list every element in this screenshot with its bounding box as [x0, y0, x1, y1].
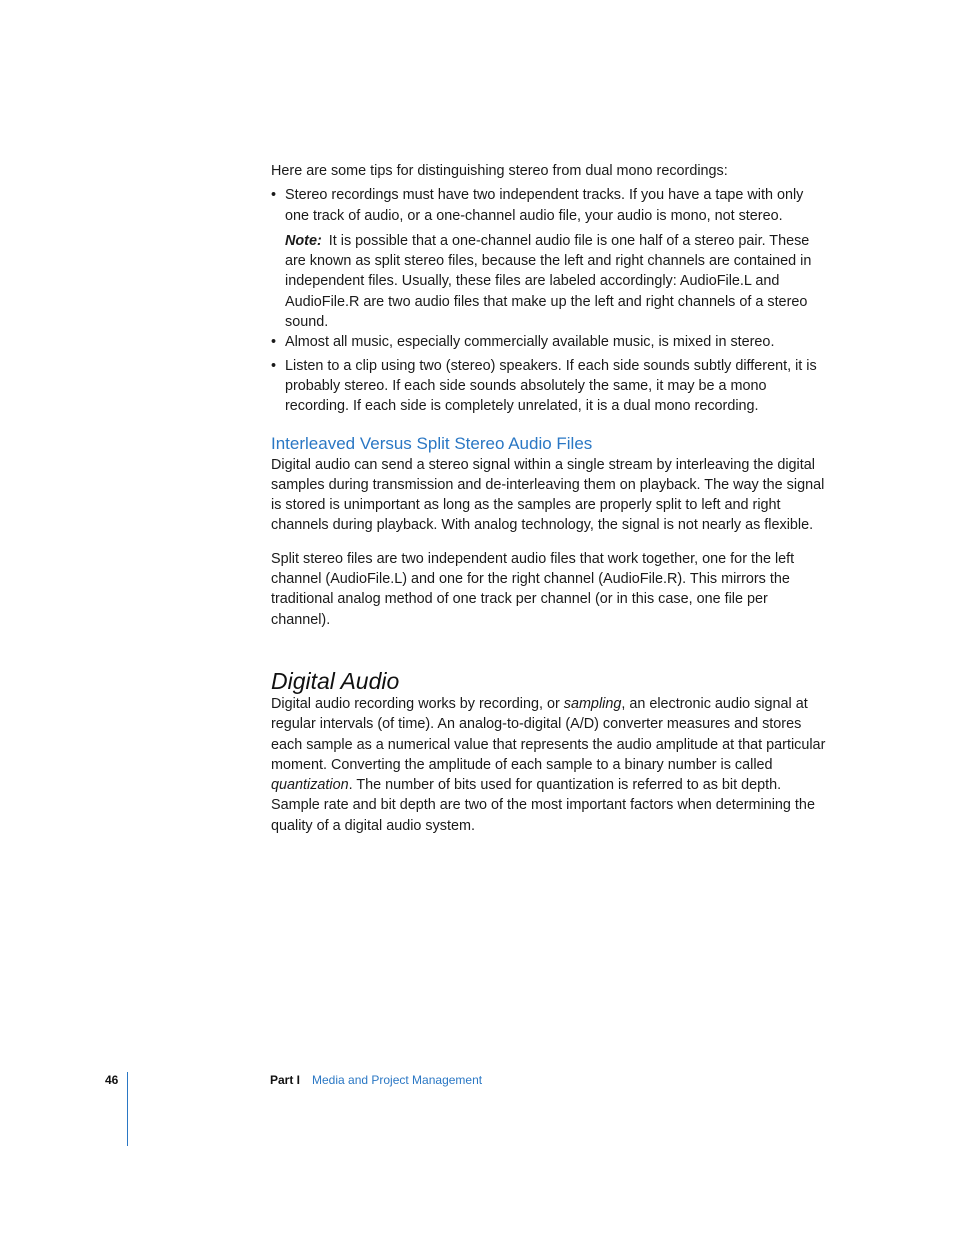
- digital-audio-text-a: Digital audio recording works by recording, or: [271, 695, 564, 712]
- note-label: Note:: [285, 232, 322, 249]
- term-sampling: sampling: [563, 695, 622, 712]
- page-number: 46: [105, 1073, 119, 1087]
- digital-audio-text-b: , an electronic audio signal at regular intervals (of time). An analog-to-digital (A/D) converter measures and stores each sample as a numerical value that represents the audio amplitude at that particular moment. Converting the amplitude of each sample to a binary number is called: [271, 695, 826, 773]
- list-item: [271, 332, 827, 352]
- list-item-text: Listen to a clip using two (stereo) speakers. If each side sounds subtly different, it is probably stereo. If each side sounds absolutely the same, it may be a mono recording. If each side is completely unrelated, it is a dual mono recording.: [285, 357, 817, 415]
- tips-list-continued: [271, 332, 827, 416]
- section-heading-digital-audio: Digital Audio: [271, 667, 400, 694]
- tips-list: [271, 185, 827, 226]
- intro-paragraph: Here are some tips for distinguishing stereo from dual mono recordings:: [271, 163, 728, 179]
- list-item-text: Stereo recordings must have two independent tracks. If you have a tape with only one track of audio, or a one-channel audio file, your audio is mono, not stereo.: [285, 187, 804, 224]
- list-item: [271, 356, 827, 417]
- list-item: [271, 185, 827, 226]
- list-item-text: Almost all music, especially commercially available music, is mixed in stereo.: [285, 334, 775, 351]
- term-quantization: quantization: [271, 777, 349, 794]
- part-title-link[interactable]: Media and Project Management: [312, 1073, 483, 1087]
- page-footer: [0, 1073, 954, 1093]
- note-text: It is possible that a one-channel audio file is one half of a stereo pair. These are known as split stereo files, because the left and right channels are contained in independent files. Usually, these files are labeled accordingly: AudioFile.L and AudioFile.R are two audio files that make up the left and right channels of a stereo sound.: [285, 232, 812, 331]
- interleaved-paragraph-1: Digital audio can send a stereo signal within a single stream by interleaving the digital samples during transmission and de-interleaving them on playback. The way the signal is stored is unimportant as long as the samples are properly split to left and right channels during playback. With analog technology, the signal is not nearly as flexible.: [271, 456, 825, 534]
- part-label: Part I: [270, 1073, 301, 1087]
- interleaved-paragraph-2: Split stereo files are two independent audio files that work together, one for the left channel (AudioFile.L) and one for the right channel (AudioFile.R). This mirrors the traditional analog method of one track per channel (or in this case, one file per channel).: [271, 550, 795, 628]
- bullet-glyph: •: [271, 334, 277, 351]
- digital-audio-text-c: . The number of bits used for quantization is referred to as bit depth. Sample rate and bit depth are two of the most important factors when determining the quality of a digital audio system.: [271, 777, 815, 834]
- bullet-glyph: •: [271, 357, 277, 374]
- note-paragraph: [271, 231, 827, 332]
- digital-audio-paragraph: [271, 694, 827, 836]
- page-content: [271, 161, 827, 836]
- bullet-glyph: •: [271, 187, 277, 204]
- section-heading-interleaved: Interleaved Versus Split Stereo Audio Files: [271, 433, 593, 453]
